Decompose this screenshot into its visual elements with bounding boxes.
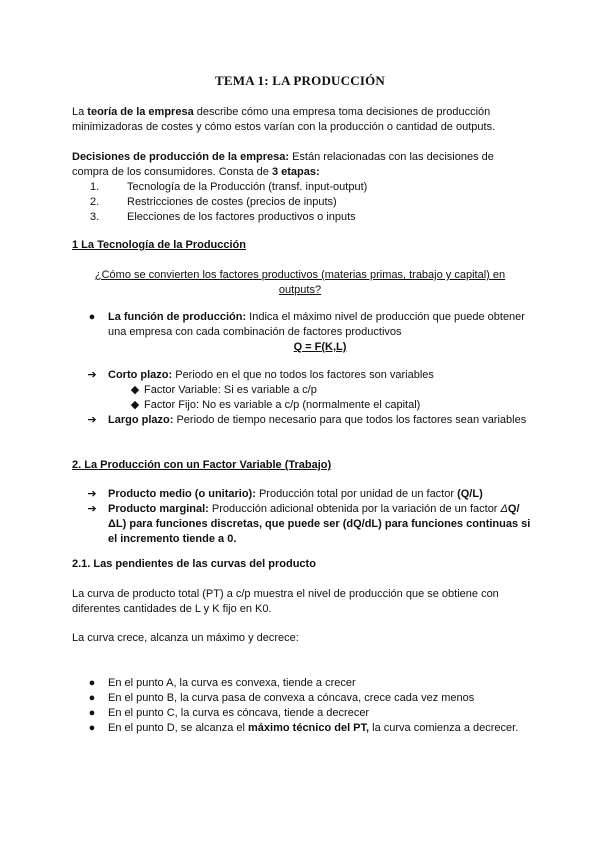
arrow-icon: ➔: [87, 369, 97, 381]
diamond-icon: ◆: [130, 399, 140, 411]
marginal-text: Producción adicional obtenida por la variación de un factor: [208, 503, 501, 515]
list-item: [72, 195, 532, 210]
medio-bold: Producto medio (o unitario):: [108, 488, 256, 500]
point-text: En el punto C, la curva es cóncava, tiende a decrecer: [108, 707, 370, 719]
list-item: [72, 310, 532, 340]
point-text: En el punto A, la curva es convexa, tiende a crecer: [108, 677, 356, 689]
section1-heading: 1 La Tecnología de la Producción: [72, 239, 246, 251]
list-item: [72, 413, 532, 428]
point-bold: máximo técnico del PT,: [248, 722, 370, 734]
intro-bold: teoría de la empresa: [87, 106, 194, 118]
diamond-icon: ◆: [130, 384, 140, 396]
section2-items: [72, 487, 532, 547]
corto-bold: Corto plazo:: [108, 369, 173, 381]
point-text: En el punto D, se alcanza el: [108, 722, 249, 734]
list-item: [72, 676, 532, 691]
section21-heading: 2.1. Las pendientes de las curvas del producto: [72, 558, 316, 570]
step-text: Elecciones de los factores productivos o inputs: [127, 211, 356, 223]
list-item: [72, 398, 532, 413]
steps-list: [72, 180, 532, 225]
step-number: 3.: [90, 211, 100, 223]
list-item: [72, 502, 532, 547]
production-formula: Q = F(K,L): [293, 341, 347, 353]
funcion-bold: La función de producción:: [108, 311, 247, 323]
step-text: Tecnología de la Producción (transf. input-output): [127, 181, 368, 193]
medio-formula: (Q/L): [457, 488, 483, 500]
list-item: [72, 210, 532, 225]
decisiones-paragraph: [72, 150, 532, 180]
largo-bold: Largo plazo:: [108, 414, 174, 426]
point-text: En el punto B, la curva pasa de convexa a cóncava, crece cada vez menos: [108, 692, 475, 704]
corto-sub-text: Factor Variable: Si es variable a c/p: [144, 384, 317, 396]
arrow-icon: ➔: [87, 488, 97, 500]
corto-text: Periodo en el que no todos los factores son variables: [172, 369, 434, 381]
decisiones-bold: Decisiones de producción de la empresa:: [72, 151, 290, 163]
corto-sub-text: Factor Fijo: No es variable a c/p (normalmente el capital): [144, 399, 421, 411]
delta-symbol: Δ: [500, 503, 508, 515]
step-text: Restricciones de costes (precios de inputs): [127, 196, 337, 208]
section21-paragraph2: La curva crece, alcanza un máximo y decrece:: [72, 632, 299, 644]
arrow-icon: ➔: [87, 503, 97, 515]
intro-paragraph: [72, 105, 532, 135]
list-item: [72, 368, 532, 383]
arrow-icon: ➔: [87, 414, 97, 426]
list-item: [72, 383, 532, 398]
list-item: [72, 691, 532, 706]
intro-post: describe cómo una empresa toma decisiones de producción minimizadoras de costes y cómo estos varían con la producción o cantidad de outputs.: [72, 106, 496, 133]
funcion-text: Indica el máximo nivel de producción que puede obtener una empresa con cada combinación de factores productivos: [108, 311, 525, 338]
bullet-icon: ●: [88, 311, 96, 323]
step-number: 1.: [90, 181, 100, 193]
step-number: 2.: [90, 196, 100, 208]
section1-question: ¿Cómo se convierten los factores productivos (materias primas, trabajo y capital) en outputs?: [94, 269, 506, 296]
bullet-icon: ●: [88, 722, 96, 734]
section2-heading: 2. La Producción con un Factor Variable (Trabajo): [72, 459, 332, 471]
marginal-bold: Producto marginal:: [108, 503, 209, 515]
point-post: la curva comienza a decrecer.: [369, 722, 519, 734]
decisiones-text: Están relacionadas con las decisiones de compra de los consumidores. Consta de: [72, 151, 494, 178]
list-item: [72, 180, 532, 195]
page-title: TEMA 1: LA PRODUCCIÓN: [215, 73, 385, 88]
list-item: [72, 721, 532, 736]
marginal-formula: Q/ΔL) para funciones discretas, que puede ser (dQ/dL) para funciones continuas si el incremento tiende a 0.: [108, 503, 531, 545]
funcion-item: [72, 310, 532, 355]
intro-pre: La: [72, 106, 88, 118]
largo-text: Periodo de tiempo necesario para que todos los factores sean variables: [173, 414, 527, 426]
list-item: [72, 487, 532, 502]
points-list: [72, 676, 532, 736]
section21-paragraph1: La curva de producto total (PT) a c/p muestra el nivel de producción que se obtiene con diferentes cantidades de L y K fijo en K0.: [72, 588, 499, 615]
bullet-icon: ●: [88, 692, 96, 704]
corto-plazo-block: [72, 368, 532, 428]
decisiones-bold2: 3 etapas:: [271, 166, 320, 178]
list-item: [72, 706, 532, 721]
bullet-icon: ●: [88, 677, 96, 689]
bullet-icon: ●: [88, 707, 96, 719]
medio-text: Producción total por unidad de un factor: [255, 488, 458, 500]
